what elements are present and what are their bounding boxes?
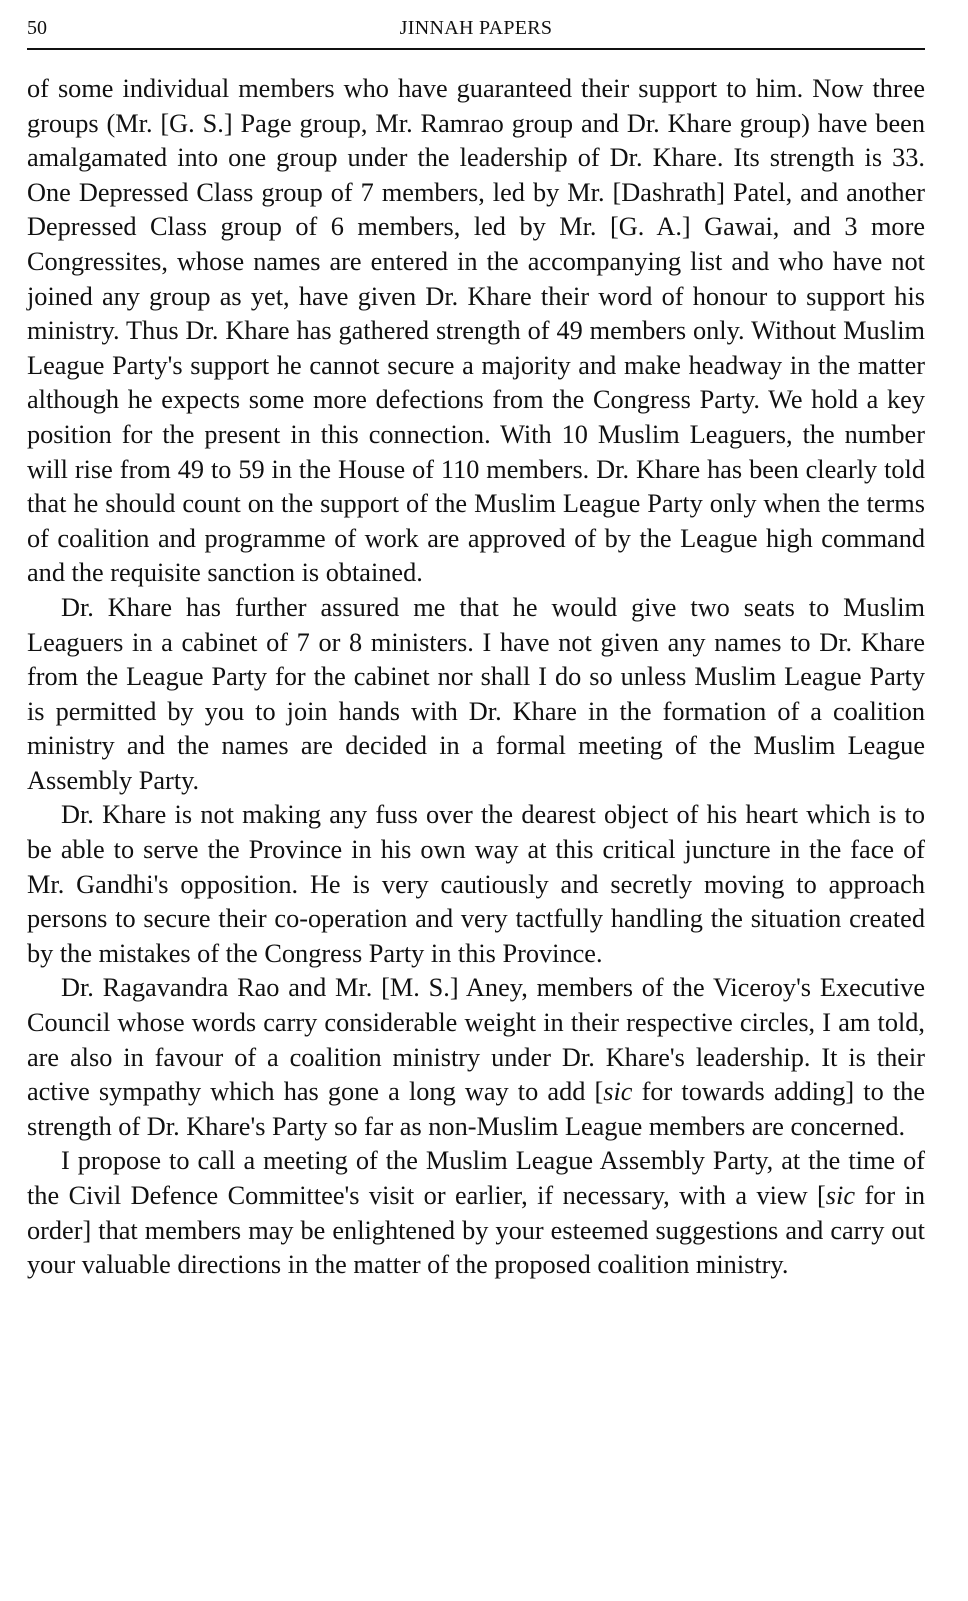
paragraph-text: I propose to call a meeting of the Muslim League Assembly Party, at the time of the Civil Defence Committee's visit or earlier, if necessary, with a view [	[27, 1146, 925, 1210]
running-title: JINNAH PAPERS	[399, 17, 553, 39]
paragraph-khare-efforts: Dr. Khare is not making any fuss over the dearest object of his heart which is to be able to serve the Province in his own way at this critical juncture in the face of Mr. Gandhi's opposition. He is very cautiously and secretly moving to approach persons to secure their co-operation and very tactfully handling the situation created by the mistakes of the Congress Party in this Province.	[27, 800, 925, 968]
letter-body	[27, 72, 925, 1283]
paragraph-council-support	[27, 971, 925, 1144]
sic-annotation: sic	[825, 1181, 855, 1210]
paragraph-text: for towards adding] to the strength of Dr. Khare's Party so far as non-Muslim League members are concerned.	[27, 1077, 925, 1141]
paragraph-cabinet-seats: Dr. Khare has further assured me that he would give two seats to Muslim Leaguers in a cabinet of 7 or 8 ministers. I have not given any names to Dr. Khare from the League Party for the cabinet nor shall I do so unless Muslim League Party is permitted by you to join hands with Dr. Khare in the formation of a coalition ministry and the names are decided in a formal meeting of the Muslim League Assembly Party.	[27, 592, 925, 795]
paragraph-continuation: of some individual members who have guaranteed their support to him. Now three groups (Mr. [G. S.] Page group, Mr. Ramrao group and Dr. Khare group) have been amalgamated into one group under the leadership of Dr. Khare. Its strength is 33. One Depressed Class group of 7 members, led by Mr. [Dashrath] Patel, and another Depressed Class group of 6 members, led by Mr. [G. A.] Gawai, and 3 more Congressites, whose names are entered in the accompanying list and who have not joined any group as yet, have given Dr. Khare their word of honour to support his ministry. Thus Dr. Khare has gathered strength of 49 members only. Without Muslim League Party's support he cannot secure a majority and make headway in the matter although he expects some more defections from the Congress Party. We hold a key position for the present in this connection. With 10 Muslim Leaguers, the number will rise from 49 to 59 in the House of 110 members. Dr. Khare has been clearly told that he should count on the support of the Muslim League Party only when the terms of coalition and programme of work are approved of by the League high command and the requisite sanction is obtained.	[27, 74, 925, 588]
paragraph-text: for in order] that members may be enlightened by your esteemed suggestions and carry out your valuable directions in the matter of the proposed coalition ministry.	[27, 1181, 926, 1280]
paragraph-text: Dr. Ragavandra Rao and Mr. [M. S.] Aney, members of the Viceroy's Executive Council whose words carry considerable weight in their respective circles, I am told, are also in favour of a coalition ministry under Dr. Khare's leadership. It is their active sympathy which has gone a long way to add [	[27, 973, 925, 1107]
paragraph-meeting-proposal	[27, 1144, 925, 1282]
document-page	[27, 12, 925, 1283]
header-rule	[27, 48, 925, 50]
running-header	[27, 12, 925, 44]
sic-annotation: sic	[603, 1077, 633, 1107]
page-number: 50	[27, 17, 47, 39]
